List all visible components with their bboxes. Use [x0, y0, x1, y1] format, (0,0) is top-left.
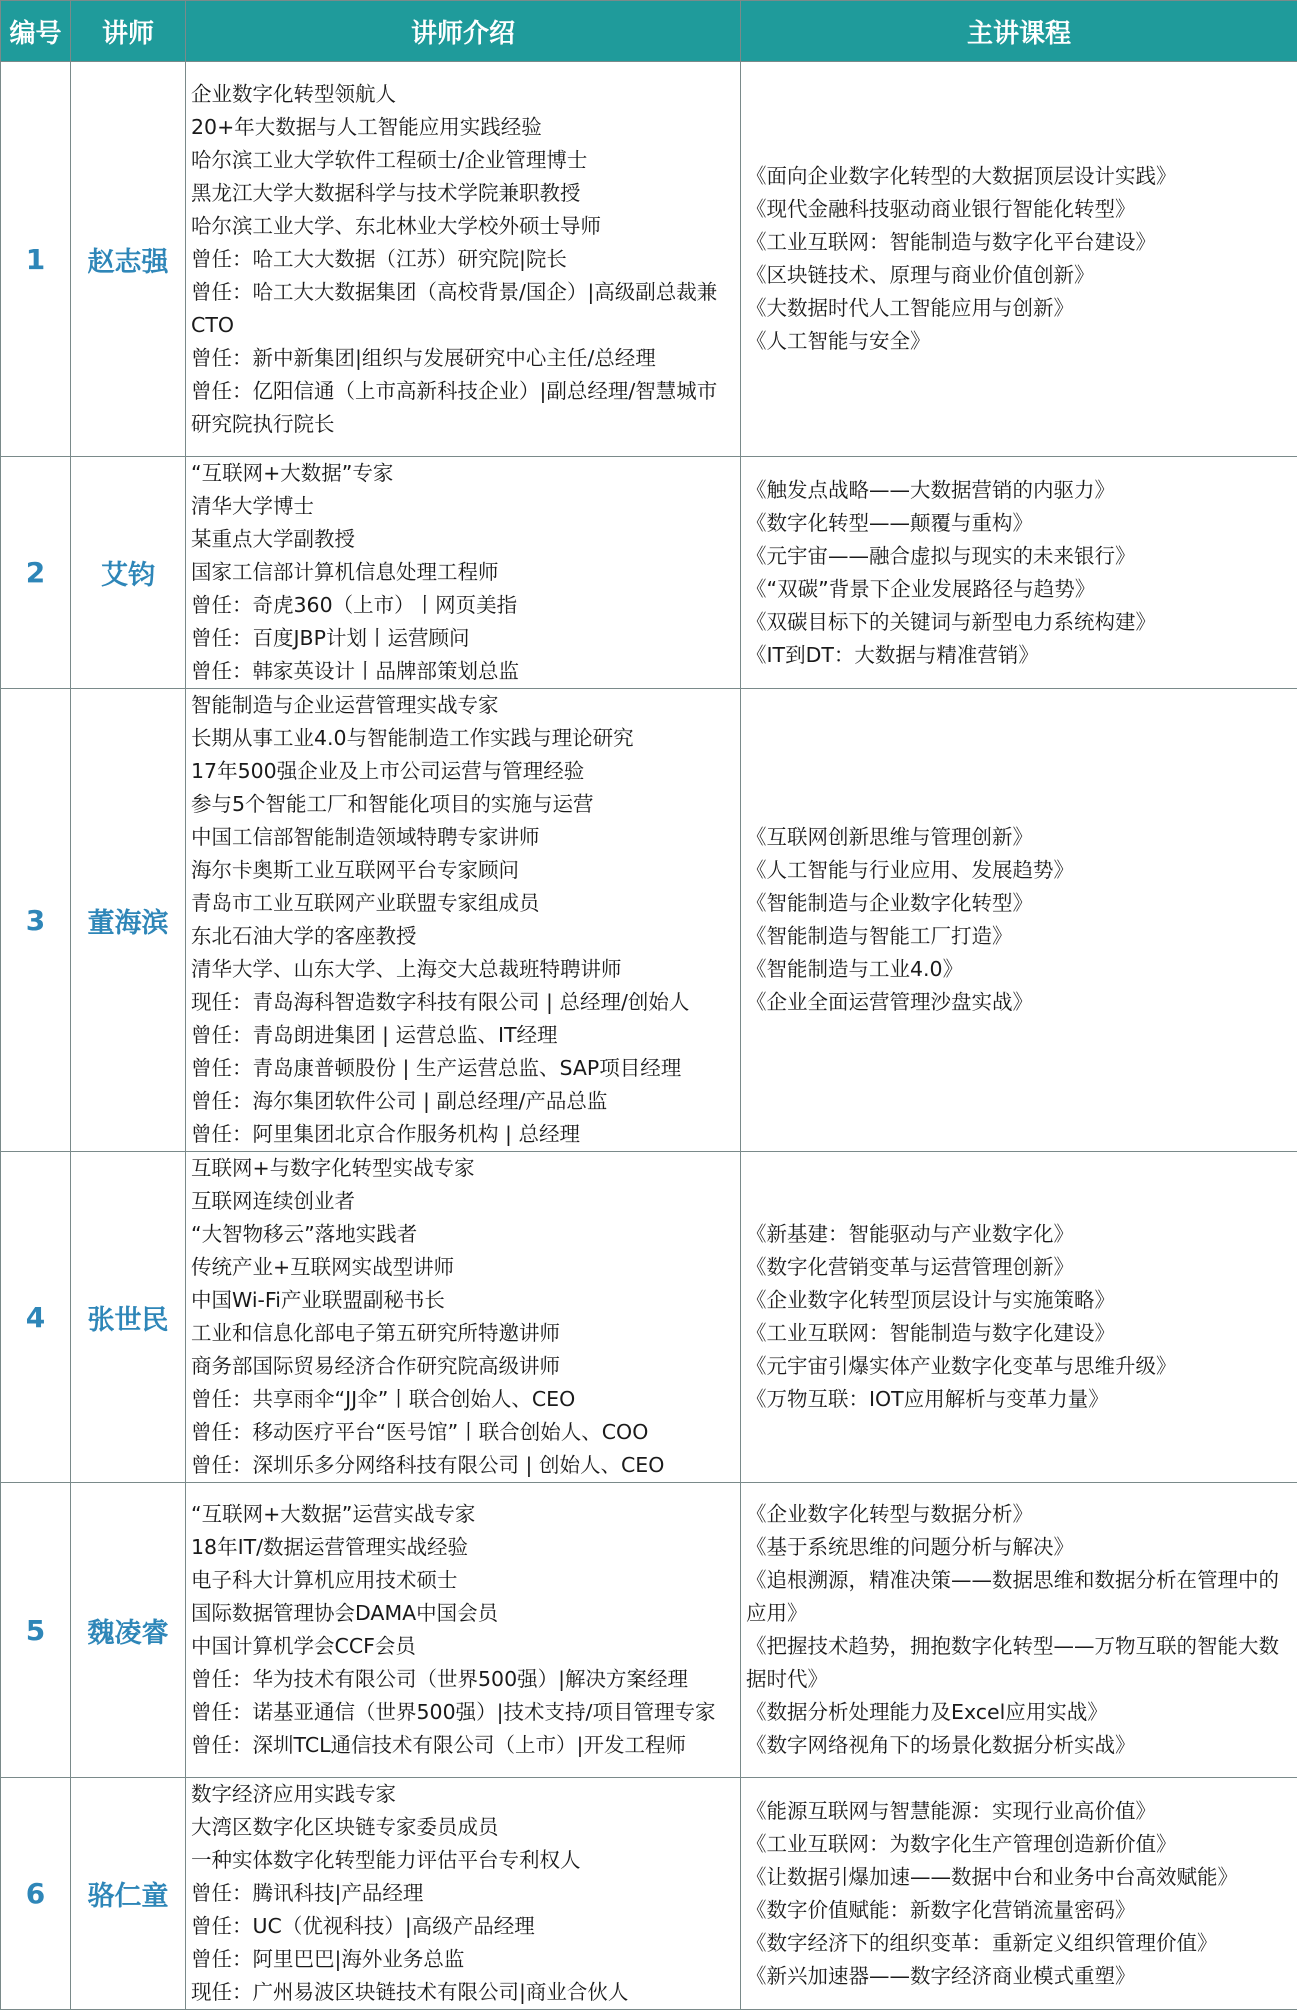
intro-line: 曾任：华为技术有限公司（世界500强）|解决方案经理 — [191, 1663, 734, 1696]
lecturer-name: 魏凌睿 — [71, 1483, 186, 1778]
intro-line: 曾任：深圳乐多分网络科技有限公司 | 创始人、CEO — [191, 1449, 734, 1482]
course-item: 《数字价值赋能：新数字化营销流量密码》 — [746, 1894, 1291, 1927]
course-item: 《工业互联网：智能制造与数字化建设》 — [746, 1317, 1291, 1350]
row-number: 2 — [1, 457, 71, 689]
header-row — [1, 1, 1297, 62]
table-row — [1, 62, 1297, 457]
course-item: 《智能制造与智能工厂打造》 — [746, 920, 1291, 953]
intro-line: 数字经济应用实践专家 — [191, 1778, 734, 1811]
intro-line: 中国计算机学会CCF会员 — [191, 1630, 734, 1663]
course-item: 《“双碳”背景下企业发展路径与趋势》 — [746, 573, 1291, 606]
row-number: 3 — [1, 689, 71, 1152]
course-item: 《数字化转型——颠覆与重构》 — [746, 507, 1291, 540]
intro-line: 曾任：UC（优视科技）|高级产品经理 — [191, 1910, 734, 1943]
intro-line: 曾任：海尔集团软件公司 | 副总经理/产品总监 — [191, 1085, 734, 1118]
intro-line: 互联网连续创业者 — [191, 1185, 734, 1218]
intro-line: 哈尔滨工业大学软件工程硕士/企业管理博士 — [191, 144, 734, 177]
course-item: 《IT到DT：大数据与精准营销》 — [746, 639, 1291, 672]
course-item: 《智能制造与企业数字化转型》 — [746, 887, 1291, 920]
intro-line: 曾任：阿里巴巴|海外业务总监 — [191, 1943, 734, 1976]
course-list — [741, 62, 1297, 457]
intro-line: 清华大学、山东大学、上海交大总裁班特聘讲师 — [191, 953, 734, 986]
intro-line: 黑龙江大学大数据科学与技术学院兼职教授 — [191, 177, 734, 210]
row-number: 4 — [1, 1152, 71, 1483]
course-list — [741, 689, 1297, 1152]
intro-line: “大智物移云”落地实践者 — [191, 1218, 734, 1251]
lecturer-intro — [186, 62, 741, 457]
intro-line: 18年IT/数据运营管理实战经验 — [191, 1531, 734, 1564]
course-item: 《新基建：智能驱动与产业数字化》 — [746, 1218, 1291, 1251]
course-item: 《人工智能与安全》 — [746, 325, 1291, 358]
course-list — [741, 1152, 1297, 1483]
intro-line: 海尔卡奥斯工业互联网平台专家顾问 — [191, 854, 734, 887]
intro-line: 现任：广州易波区块链技术有限公司|商业合伙人 — [191, 1976, 734, 2009]
intro-line: 商务部国际贸易经济合作研究院高级讲师 — [191, 1350, 734, 1383]
intro-line: 参与5个智能工厂和智能化项目的实施与运营 — [191, 788, 734, 821]
course-list — [741, 457, 1297, 689]
course-item: 《企业数字化转型与数据分析》 — [746, 1498, 1291, 1531]
intro-line: 哈尔滨工业大学、东北林业大学校外硕士导师 — [191, 210, 734, 243]
course-item: 《数据分析处理能力及Excel应用实战》 — [746, 1696, 1291, 1729]
intro-line: 曾任：青岛朗进集团 | 运营总监、IT经理 — [191, 1019, 734, 1052]
lecturer-intro — [186, 1152, 741, 1483]
header-intro: 讲师介绍 — [186, 1, 741, 62]
lecturer-name: 董海滨 — [71, 689, 186, 1152]
intro-line: 曾任：阿里集团北京合作服务机构 | 总经理 — [191, 1118, 734, 1151]
course-list — [741, 1483, 1297, 1778]
course-item: 《把握技术趋势，拥抱数字化转型——万物互联的智能大数据时代》 — [746, 1630, 1291, 1696]
intro-line: 互联网+与数字化转型实战专家 — [191, 1152, 734, 1185]
row-number: 6 — [1, 1778, 71, 2010]
header-course: 主讲课程 — [741, 1, 1297, 62]
course-item: 《追根溯源，精准决策——数据思维和数据分析在管理中的应用》 — [746, 1564, 1291, 1630]
intro-line: 20+年大数据与人工智能应用实践经验 — [191, 111, 734, 144]
intro-line: 智能制造与企业运营管理实战专家 — [191, 689, 734, 722]
row-number: 5 — [1, 1483, 71, 1778]
lecturer-intro — [186, 457, 741, 689]
course-item: 《新兴加速器——数字经济商业模式重塑》 — [746, 1960, 1291, 1993]
course-item: 《互联网创新思维与管理创新》 — [746, 821, 1291, 854]
intro-line: 曾任：腾讯科技|产品经理 — [191, 1877, 734, 1910]
intro-line: 17年500强企业及上市公司运营与管理经验 — [191, 755, 734, 788]
table-row — [1, 689, 1297, 1152]
table-row — [1, 1483, 1297, 1778]
intro-line: 中国工信部智能制造领域特聘专家讲师 — [191, 821, 734, 854]
lecturer-name: 赵志强 — [71, 62, 186, 457]
intro-line: 大湾区数字化区块链专家委员成员 — [191, 1811, 734, 1844]
lecturer-intro — [186, 1483, 741, 1778]
intro-line: “互联网+大数据”运营实战专家 — [191, 1498, 734, 1531]
course-item: 《数字化营销变革与运营管理创新》 — [746, 1251, 1291, 1284]
intro-line: 青岛市工业互联网产业联盟专家组成员 — [191, 887, 734, 920]
course-item: 《现代金融科技驱动商业银行智能化转型》 — [746, 193, 1291, 226]
course-item: 《基于系统思维的问题分析与解决》 — [746, 1531, 1291, 1564]
header-no: 编号 — [1, 1, 71, 62]
intro-line: 曾任：青岛康普顿股份 | 生产运营总监、SAP项目经理 — [191, 1052, 734, 1085]
intro-line: 曾任：共享雨伞“JJ伞”丨联合创始人、CEO — [191, 1383, 734, 1416]
table-row — [1, 1152, 1297, 1483]
course-item: 《万物互联：IOT应用解析与变革力量》 — [746, 1383, 1291, 1416]
table-row — [1, 1778, 1297, 2010]
intro-line: 曾任：韩家英设计丨品牌部策划总监 — [191, 655, 734, 688]
course-item: 《元宇宙引爆实体产业数字化变革与思维升级》 — [746, 1350, 1291, 1383]
intro-line: 曾任：哈工大大数据集团（高校背景/国企）|高级副总裁兼CTO — [191, 276, 734, 342]
intro-line: 传统产业+互联网实战型讲师 — [191, 1251, 734, 1284]
course-item: 《区块链技术、原理与商业价值创新》 — [746, 259, 1291, 292]
course-item: 《双碳目标下的关键词与新型电力系统构建》 — [746, 606, 1291, 639]
course-item: 《企业全面运营管理沙盘实战》 — [746, 986, 1291, 1019]
intro-line: 曾任：百度JBP计划丨运营顾问 — [191, 622, 734, 655]
table-row — [1, 457, 1297, 689]
lecturer-name: 骆仁童 — [71, 1778, 186, 2010]
intro-line: 工业和信息化部电子第五研究所特邀讲师 — [191, 1317, 734, 1350]
intro-line: 国家工信部计算机信息处理工程师 — [191, 556, 734, 589]
intro-line: 曾任：诺基亚通信（世界500强）|技术支持/项目管理专家 — [191, 1696, 734, 1729]
lecturer-intro — [186, 689, 741, 1152]
intro-line: 电子科大计算机应用技术硕士 — [191, 1564, 734, 1597]
intro-line: 曾任：深圳TCL通信技术有限公司（上市）|开发工程师 — [191, 1729, 734, 1762]
lecturer-name: 艾钧 — [71, 457, 186, 689]
intro-line: 曾任：移动医疗平台“医号馆”丨联合创始人、COO — [191, 1416, 734, 1449]
lecturer-intro — [186, 1778, 741, 2010]
course-item: 《面向企业数字化转型的大数据顶层设计实践》 — [746, 160, 1291, 193]
intro-line: 曾任：奇虎360（上市）丨网页美指 — [191, 589, 734, 622]
course-item: 《大数据时代人工智能应用与创新》 — [746, 292, 1291, 325]
lecturer-name: 张世民 — [71, 1152, 186, 1483]
course-item: 《人工智能与行业应用、发展趋势》 — [746, 854, 1291, 887]
course-item: 《元宇宙——融合虚拟与现实的未来银行》 — [746, 540, 1291, 573]
intro-line: 曾任：亿阳信通（上市高新科技企业）|副总经理/智慧城市研究院执行院长 — [191, 375, 734, 441]
intro-line: 长期从事工业4.0与智能制造工作实践与理论研究 — [191, 722, 734, 755]
intro-line: 东北石油大学的客座教授 — [191, 920, 734, 953]
intro-line: 国际数据管理协会DAMA中国会员 — [191, 1597, 734, 1630]
course-item: 《数字经济下的组织变革：重新定义组织管理价值》 — [746, 1927, 1291, 1960]
course-item: 《让数据引爆加速——数据中台和业务中台高效赋能》 — [746, 1861, 1291, 1894]
intro-line: 企业数字化转型领航人 — [191, 78, 734, 111]
course-item: 《工业互联网：智能制造与数字化平台建设》 — [746, 226, 1291, 259]
header-name: 讲师 — [71, 1, 186, 62]
intro-line: 清华大学博士 — [191, 490, 734, 523]
course-item: 《触发点战略——大数据营销的内驱力》 — [746, 474, 1291, 507]
intro-line: 曾任：哈工大大数据（江苏）研究院|院长 — [191, 243, 734, 276]
course-list — [741, 1778, 1297, 2010]
course-item: 《智能制造与工业4.0》 — [746, 953, 1291, 986]
intro-line: 一种实体数字化转型能力评估平台专利权人 — [191, 1844, 734, 1877]
intro-line: 某重点大学副教授 — [191, 523, 734, 556]
intro-line: 中国Wi-Fi产业联盟副秘书长 — [191, 1284, 734, 1317]
intro-line: 现任：青岛海科智造数字科技有限公司 | 总经理/创始人 — [191, 986, 734, 1019]
course-item: 《工业互联网：为数字化生产管理创造新价值》 — [746, 1828, 1291, 1861]
row-number: 1 — [1, 62, 71, 457]
intro-line: 曾任：新中新集团|组织与发展研究中心主任/总经理 — [191, 342, 734, 375]
course-item: 《数字网络视角下的场景化数据分析实战》 — [746, 1729, 1291, 1762]
course-item: 《企业数字化转型顶层设计与实施策略》 — [746, 1284, 1291, 1317]
intro-line: “互联网+大数据”专家 — [191, 457, 734, 490]
course-item: 《能源互联网与智慧能源：实现行业高价值》 — [746, 1795, 1291, 1828]
